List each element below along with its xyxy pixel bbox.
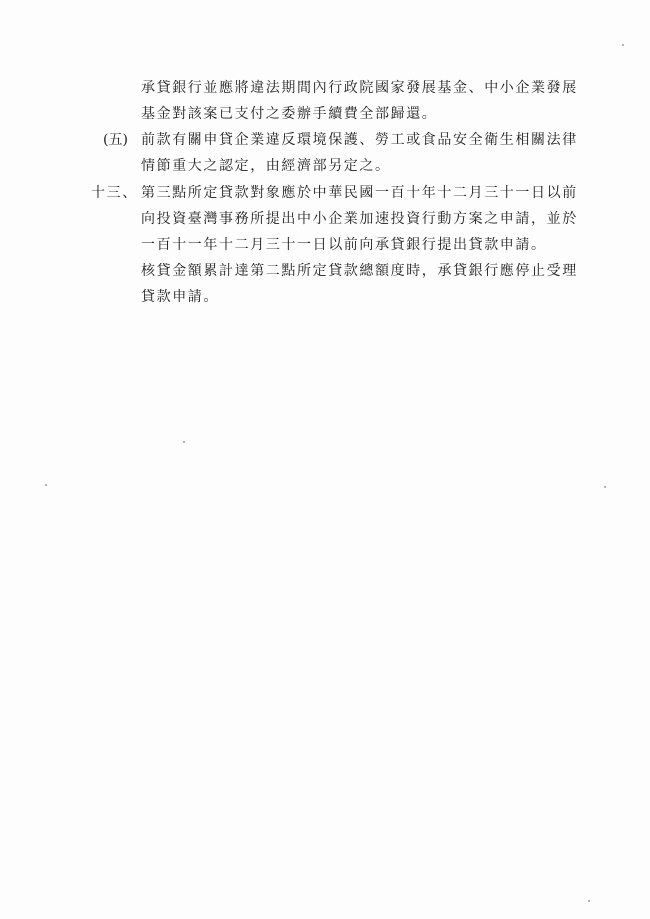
scan-speck [45, 484, 47, 486]
scan-speck [604, 486, 606, 488]
article-13-line-1: 第三點所定貸款對象應於中華民國一百十年十二月三十一日以前 [141, 185, 578, 201]
article-13-line-3: 一百十一年十二月三十一日以前向承貸銀行提出貸款申請。 [141, 237, 547, 253]
paragraph-4-line-2: 貸款申請。 [141, 289, 219, 305]
paragraph-4-line-1: 核貸金額累計達第二點所定貸款總額度時，承貸銀行應停止受理 [141, 263, 578, 279]
paragraph-1-line-2: 基金對該案已支付之委辦手續費全部歸還。 [141, 106, 438, 122]
paragraph-1-line-1: 承貸銀行並應將違法期間內行政院國家發展基金、中小企業發展 [141, 80, 578, 96]
article-13-marker: 十三、 [91, 185, 138, 201]
scan-speck [622, 44, 624, 46]
item-5-line-1: 前款有關申貸企業違反環境保護、勞工或食品安全衛生相關法律 [141, 132, 578, 148]
scan-speck [588, 900, 590, 902]
article-13-line-2: 向投資臺灣事務所提出中小企業加速投資行動方案之申請，並於 [141, 211, 578, 227]
item-5-marker: (五) [103, 132, 128, 148]
scan-speck [183, 441, 185, 443]
item-5-line-2: 情節重大之認定，由經濟部另定之。 [141, 158, 391, 174]
